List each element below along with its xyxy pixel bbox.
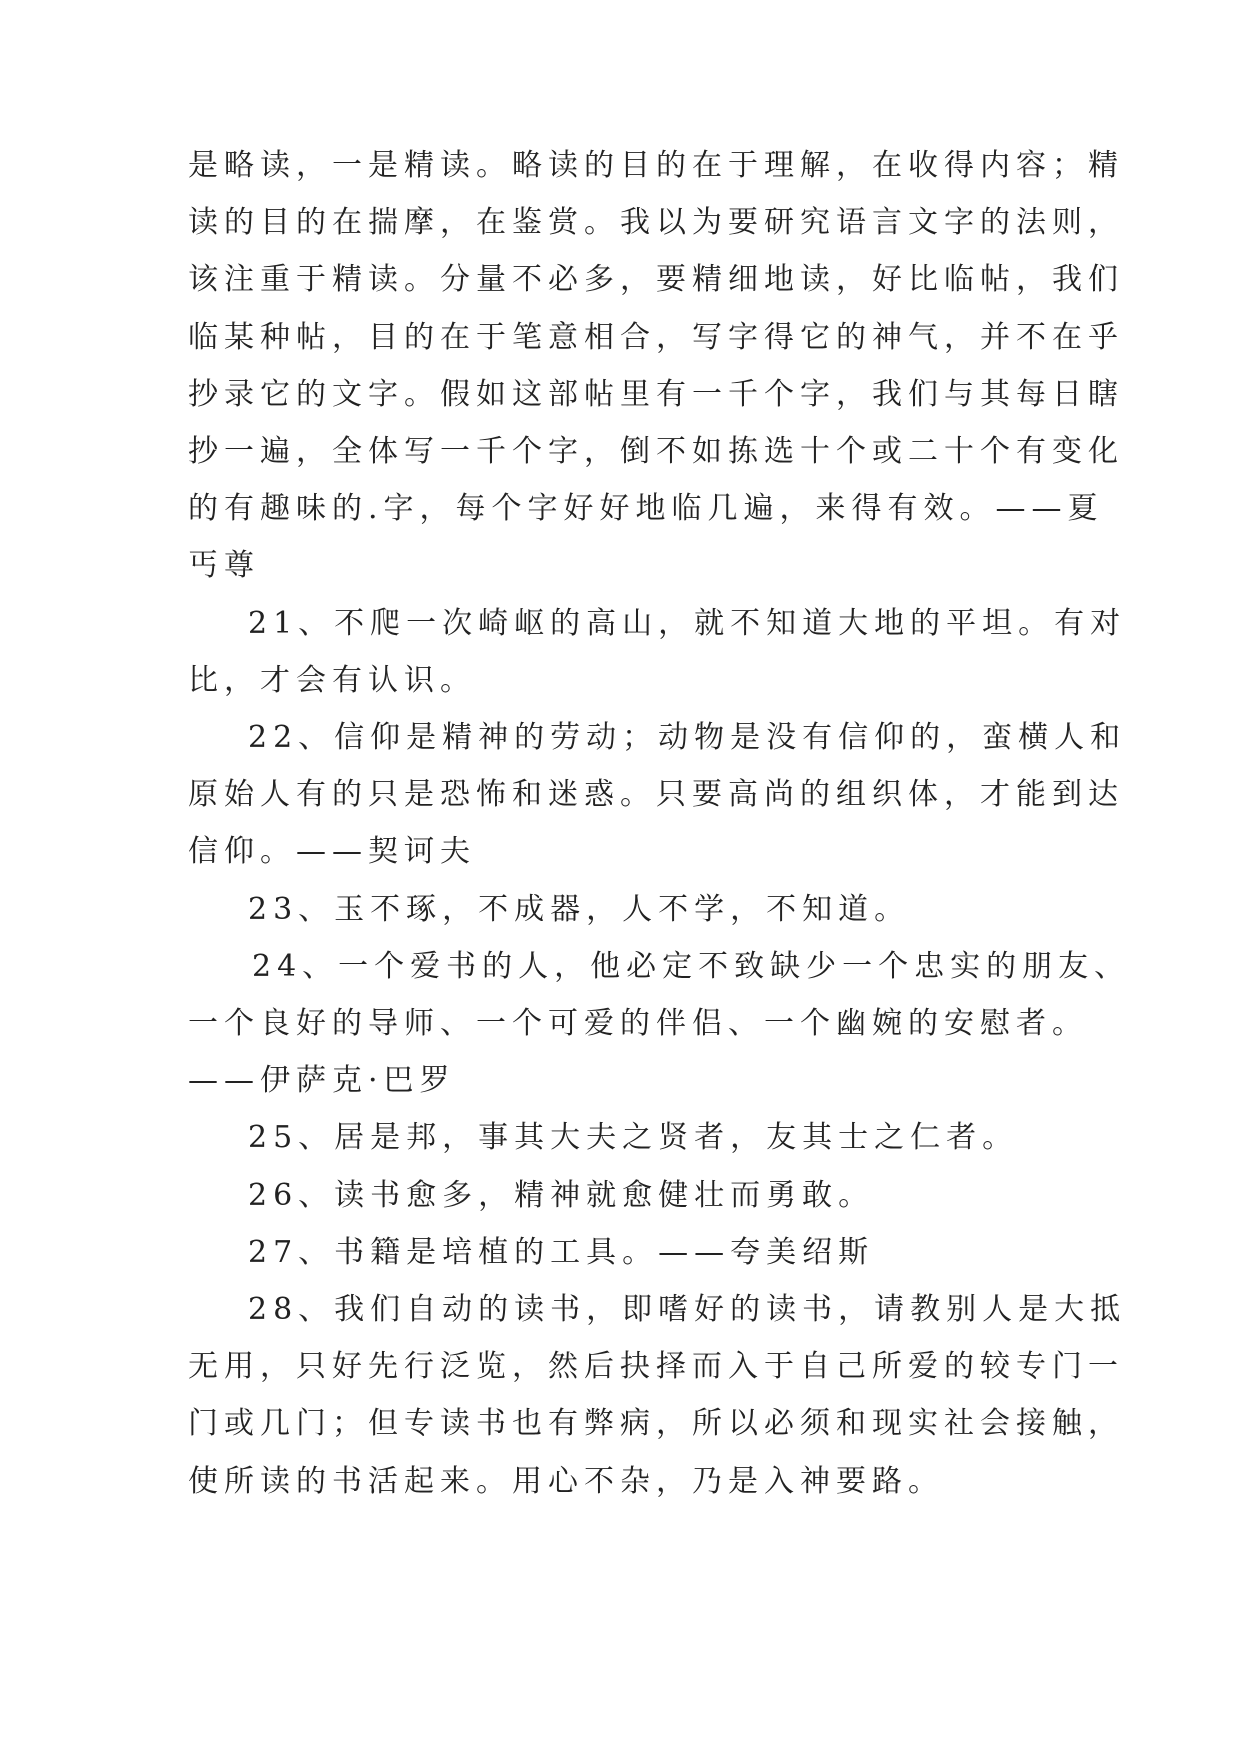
quote-21-line: 21、不爬一次崎岖的高山，就不知道大地的平坦。有对 — [248, 606, 1127, 641]
text-line: 使所读的书活起来。用心不杂，乃是入神要路。 — [188, 1464, 944, 1499]
text-line: 抄录它的文字。假如这部帖里有一千个字，我们与其每日瞎 — [188, 377, 1124, 412]
quote-23-line: 23、玉不琢，不成器，人不学，不知道。 — [248, 892, 911, 927]
quote-26-line: 26、读书愈多，精神就愈健壮而勇敢。 — [248, 1178, 875, 1213]
quote-27-line: 27、书籍是培植的工具。——夸美绍斯 — [248, 1235, 875, 1270]
text-line: 该注重于精读。分量不必多，要精细地读，好比临帖，我们 — [188, 262, 1124, 297]
quote-28-line: 28、我们自动的读书，即嗜好的读书，请教别人是大抵 — [248, 1292, 1127, 1327]
text-line: 原始人有的只是恐怖和迷惑。只要高尚的组织体，才能到达 — [188, 777, 1124, 812]
quote-22-line: 22、信仰是精神的劳动；动物是没有信仰的，蛮横人和 — [248, 720, 1127, 755]
text-line: ——伊萨克·巴罗 — [188, 1063, 456, 1098]
quote-25-line: 25、居是邦，事其大夫之贤者，友其士之仁者。 — [248, 1120, 1019, 1155]
text-line: 无用，只好先行泛览，然后抉择而入于自己所爱的较专门一 — [188, 1349, 1124, 1384]
quote-24-line: 24、一个爱书的人，他必定不致缺少一个忠实的朋友、 — [252, 949, 1131, 984]
text-line: 比，才会有认识。 — [188, 663, 476, 698]
text-line: 信仰。——契诃夫 — [188, 834, 476, 869]
text-line: 丐尊 — [188, 548, 260, 583]
text-line: 读的目的在揣摩，在鉴赏。我以为要研究语言文字的法则， — [188, 205, 1124, 240]
text-line: 临某种帖，目的在于笔意相合，写字得它的神气，并不在乎 — [188, 320, 1124, 355]
text-line: 一个良好的导师、一个可爱的伴侣、一个幽婉的安慰者。 — [188, 1006, 1088, 1041]
text-line: 门或几门；但专读书也有弊病，所以必须和现实社会接触， — [188, 1406, 1124, 1441]
text-line: 是略读，一是精读。略读的目的在于理解，在收得内容；精 — [188, 148, 1124, 183]
text-line: 的有趣味的.字，每个字好好地临几遍，来得有效。——夏 — [188, 491, 1104, 526]
text-line: 抄一遍，全体写一千个字，倒不如拣选十个或二十个有变化 — [188, 434, 1124, 469]
